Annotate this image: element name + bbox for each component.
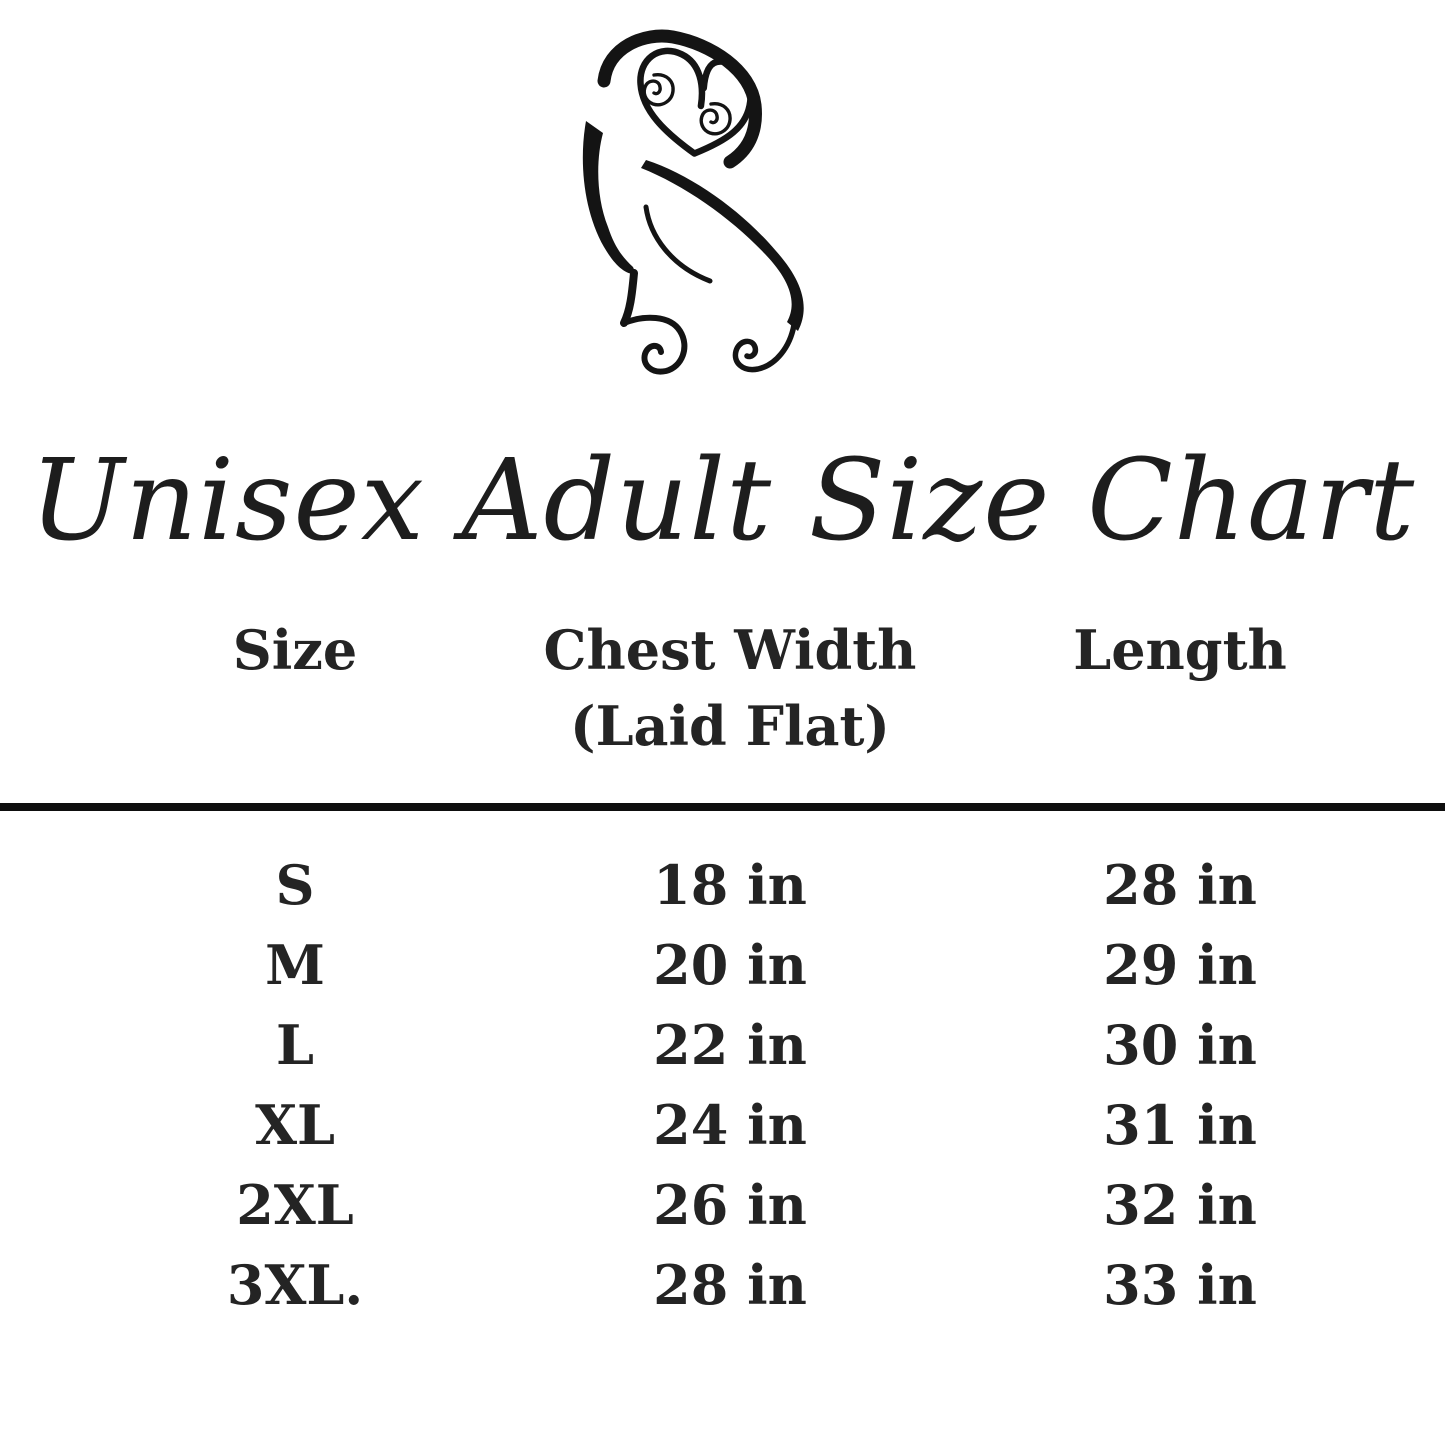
column-header-chest-width xyxy=(515,612,945,764)
chest-width-cell: 24 in xyxy=(653,1093,807,1157)
chest-width-cell: 18 in xyxy=(653,853,807,917)
table-row xyxy=(75,1085,1415,1165)
chest-width-cell: 26 in xyxy=(653,1173,807,1237)
column-header-size xyxy=(75,612,515,764)
chest-width-cell: 28 in xyxy=(653,1253,807,1317)
column-header-chest-width-label: Chest Width xyxy=(543,618,917,682)
size-cell: 2XL xyxy=(236,1173,354,1237)
size-cell: 3XL. xyxy=(226,1253,364,1317)
length-cell: 29 in xyxy=(1103,933,1257,997)
size-chart-table xyxy=(75,845,1415,1325)
chest-width-cell: 22 in xyxy=(653,1013,807,1077)
column-header-size-label: Size xyxy=(232,618,358,682)
table-row xyxy=(75,1005,1415,1085)
size-cell: M xyxy=(265,933,325,997)
table-header-row xyxy=(75,612,1415,764)
length-cell: 28 in xyxy=(1103,853,1257,917)
chest-width-cell: 20 in xyxy=(653,933,807,997)
length-cell: 33 in xyxy=(1103,1253,1257,1317)
table-row xyxy=(75,845,1415,925)
column-header-chest-width-sublabel: (Laid Flat) xyxy=(570,694,890,758)
length-cell: 30 in xyxy=(1103,1013,1257,1077)
column-header-length xyxy=(945,612,1415,764)
size-cell: XL xyxy=(255,1093,335,1157)
size-cell: L xyxy=(276,1013,314,1077)
page-title: Unisex Adult Size Chart xyxy=(29,436,1416,566)
table-row xyxy=(75,1245,1415,1325)
table-row xyxy=(75,925,1415,1005)
size-cell: S xyxy=(275,853,315,917)
owl-logo-icon xyxy=(570,25,820,405)
length-cell: 32 in xyxy=(1103,1173,1257,1237)
table-row xyxy=(75,1165,1415,1245)
column-header-length-label: Length xyxy=(1073,618,1287,682)
length-cell: 31 in xyxy=(1103,1093,1257,1157)
header-divider-line xyxy=(0,803,1445,811)
